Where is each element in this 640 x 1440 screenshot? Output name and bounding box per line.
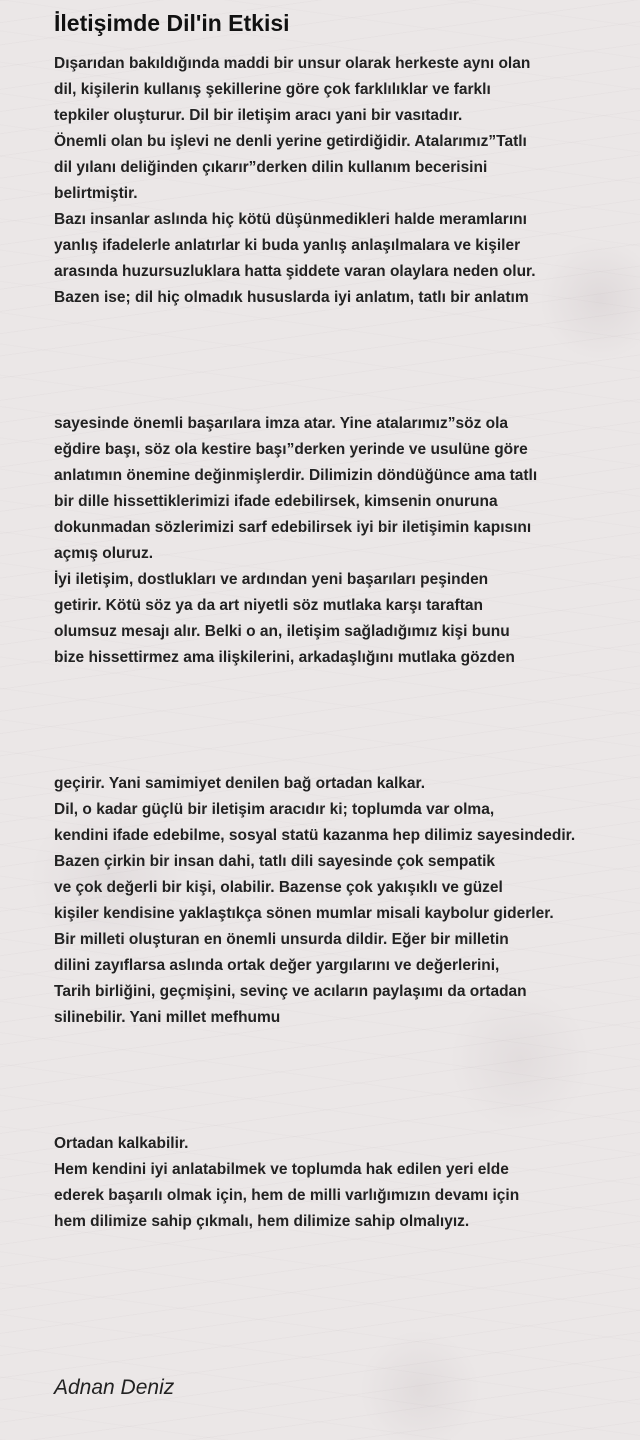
poem-line: İyi iletişim, dostlukları ve ardından yeni başarıları peşinden [54,571,489,588]
poem-line: kendini ifade edebilme, sosyal statü kazanma hep dilimiz sayesindedir. [54,827,576,844]
stanza [54,411,537,671]
poem-title: İletişimde Dil'in Etkisi [54,10,290,36]
poem-line: arasında huzursuzluklara hatta şiddete varan olaylara neden olur. [54,263,536,280]
poem-line: dilini zayıflarsa aslında ortak değer yargılarını ve değerlerini, [54,957,500,974]
poem-line: Bir milleti oluşturan en önemli unsurda dildir. Eğer bir milletin [54,931,509,948]
poem-line: dil yılanı deliğinden çıkarır”derken dilin kullanım becerisini [54,159,488,176]
poem-line: Ortadan kalkabilir. [54,1135,189,1152]
poem-line: silinebilir. Yani millet mefhumu [54,1009,281,1026]
poem-line: bize hissettirmez ama ilişkilerini, arkadaşlığını mutlaka gözden [54,649,515,666]
poem-line: eğdire başı, söz ola kestire başı”derken yerinde ve usulüne göre [54,441,528,458]
poem-line: geçirir. Yani samimiyet denilen bağ ortadan kalkar. [54,775,426,792]
stanza [54,51,536,311]
poem-line: getirir. Kötü söz ya da art niyetli söz mutlaka karşı taraftan [54,597,483,614]
poem-line: anlatımın önemine değinmişlerdir. Dilimizin döndüğünce ama tatlı [54,467,538,484]
poem-line: Bazen çirkin bir insan dahi, tatlı dili sayesinde çok sempatik [54,853,496,870]
poem-line: hem dilimize sahip çıkmalı, hem dilimize sahip olmalıyız. [54,1213,470,1230]
poem-line: ve çok değerli bir kişi, olabilir. Bazense çok yakışıklı ve güzel [54,879,503,896]
poem-line: Bazen ise; dil hiç olmadık hususlarda iyi anlatım, tatlı bir anlatım [54,289,529,306]
poem-line: Tarih birliğini, geçmişini, sevinç ve acıların paylaşımı da ortadan [54,983,527,1000]
poem-line: olumsuz mesajı alır. Belki o an, iletişim sağladığımız kişi bunu [54,623,510,640]
poem-line: dil, kişilerin kullanış şekillerine göre çok farklılıklar ve farklı [54,81,491,98]
poem-line: Dil, o kadar güçlü bir iletişim aracıdır ki; toplumda var olma, [54,801,495,818]
poem-line: dokunmadan sözlerimizi sarf edebilirsek iyi bir iletişimin kapısını [54,519,532,536]
poem-line: tepkiler oluşturur. Dil bir iletişim aracı yani bir vasıtadır. [54,107,463,124]
poem-line: kişiler kendisine yaklaştıkça sönen mumlar misali kaybolur giderler. [54,905,554,922]
stanza [54,1131,519,1235]
poem-line: ederek başarılı olmak için, hem de milli varlığımızın devamı için [54,1187,520,1204]
author-signature: Adnan Deniz [54,1376,175,1399]
poem-line: yanlış ifadelerle anlatırlar ki buda yanlış anlaşılmalara ve kişiler [54,237,521,254]
poem-line: Hem kendini iyi anlatabilmek ve toplumda hak edilen yeri elde [54,1161,509,1178]
stanza [54,771,575,1031]
poem-line: sayesinde önemli başarılara imza atar. Yine atalarımız”söz ola [54,415,509,432]
poem-line: belirtmiştir. [54,185,138,202]
poem-line: Önemli olan bu işlevi ne denli yerine getirdiğidir. Atalarımız”Tatlı [54,133,527,150]
poem-line: Dışarıdan bakıldığında maddi bir unsur olarak herkeste aynı olan [54,55,531,72]
poem-line: bir dille hissettiklerimizi ifade edebilirsek, kimsenin onuruna [54,493,498,510]
poem-line: Bazı insanlar aslında hiç kötü düşünmedikleri halde meramlarını [54,211,527,228]
poem-line: açmış oluruz. [54,545,154,562]
